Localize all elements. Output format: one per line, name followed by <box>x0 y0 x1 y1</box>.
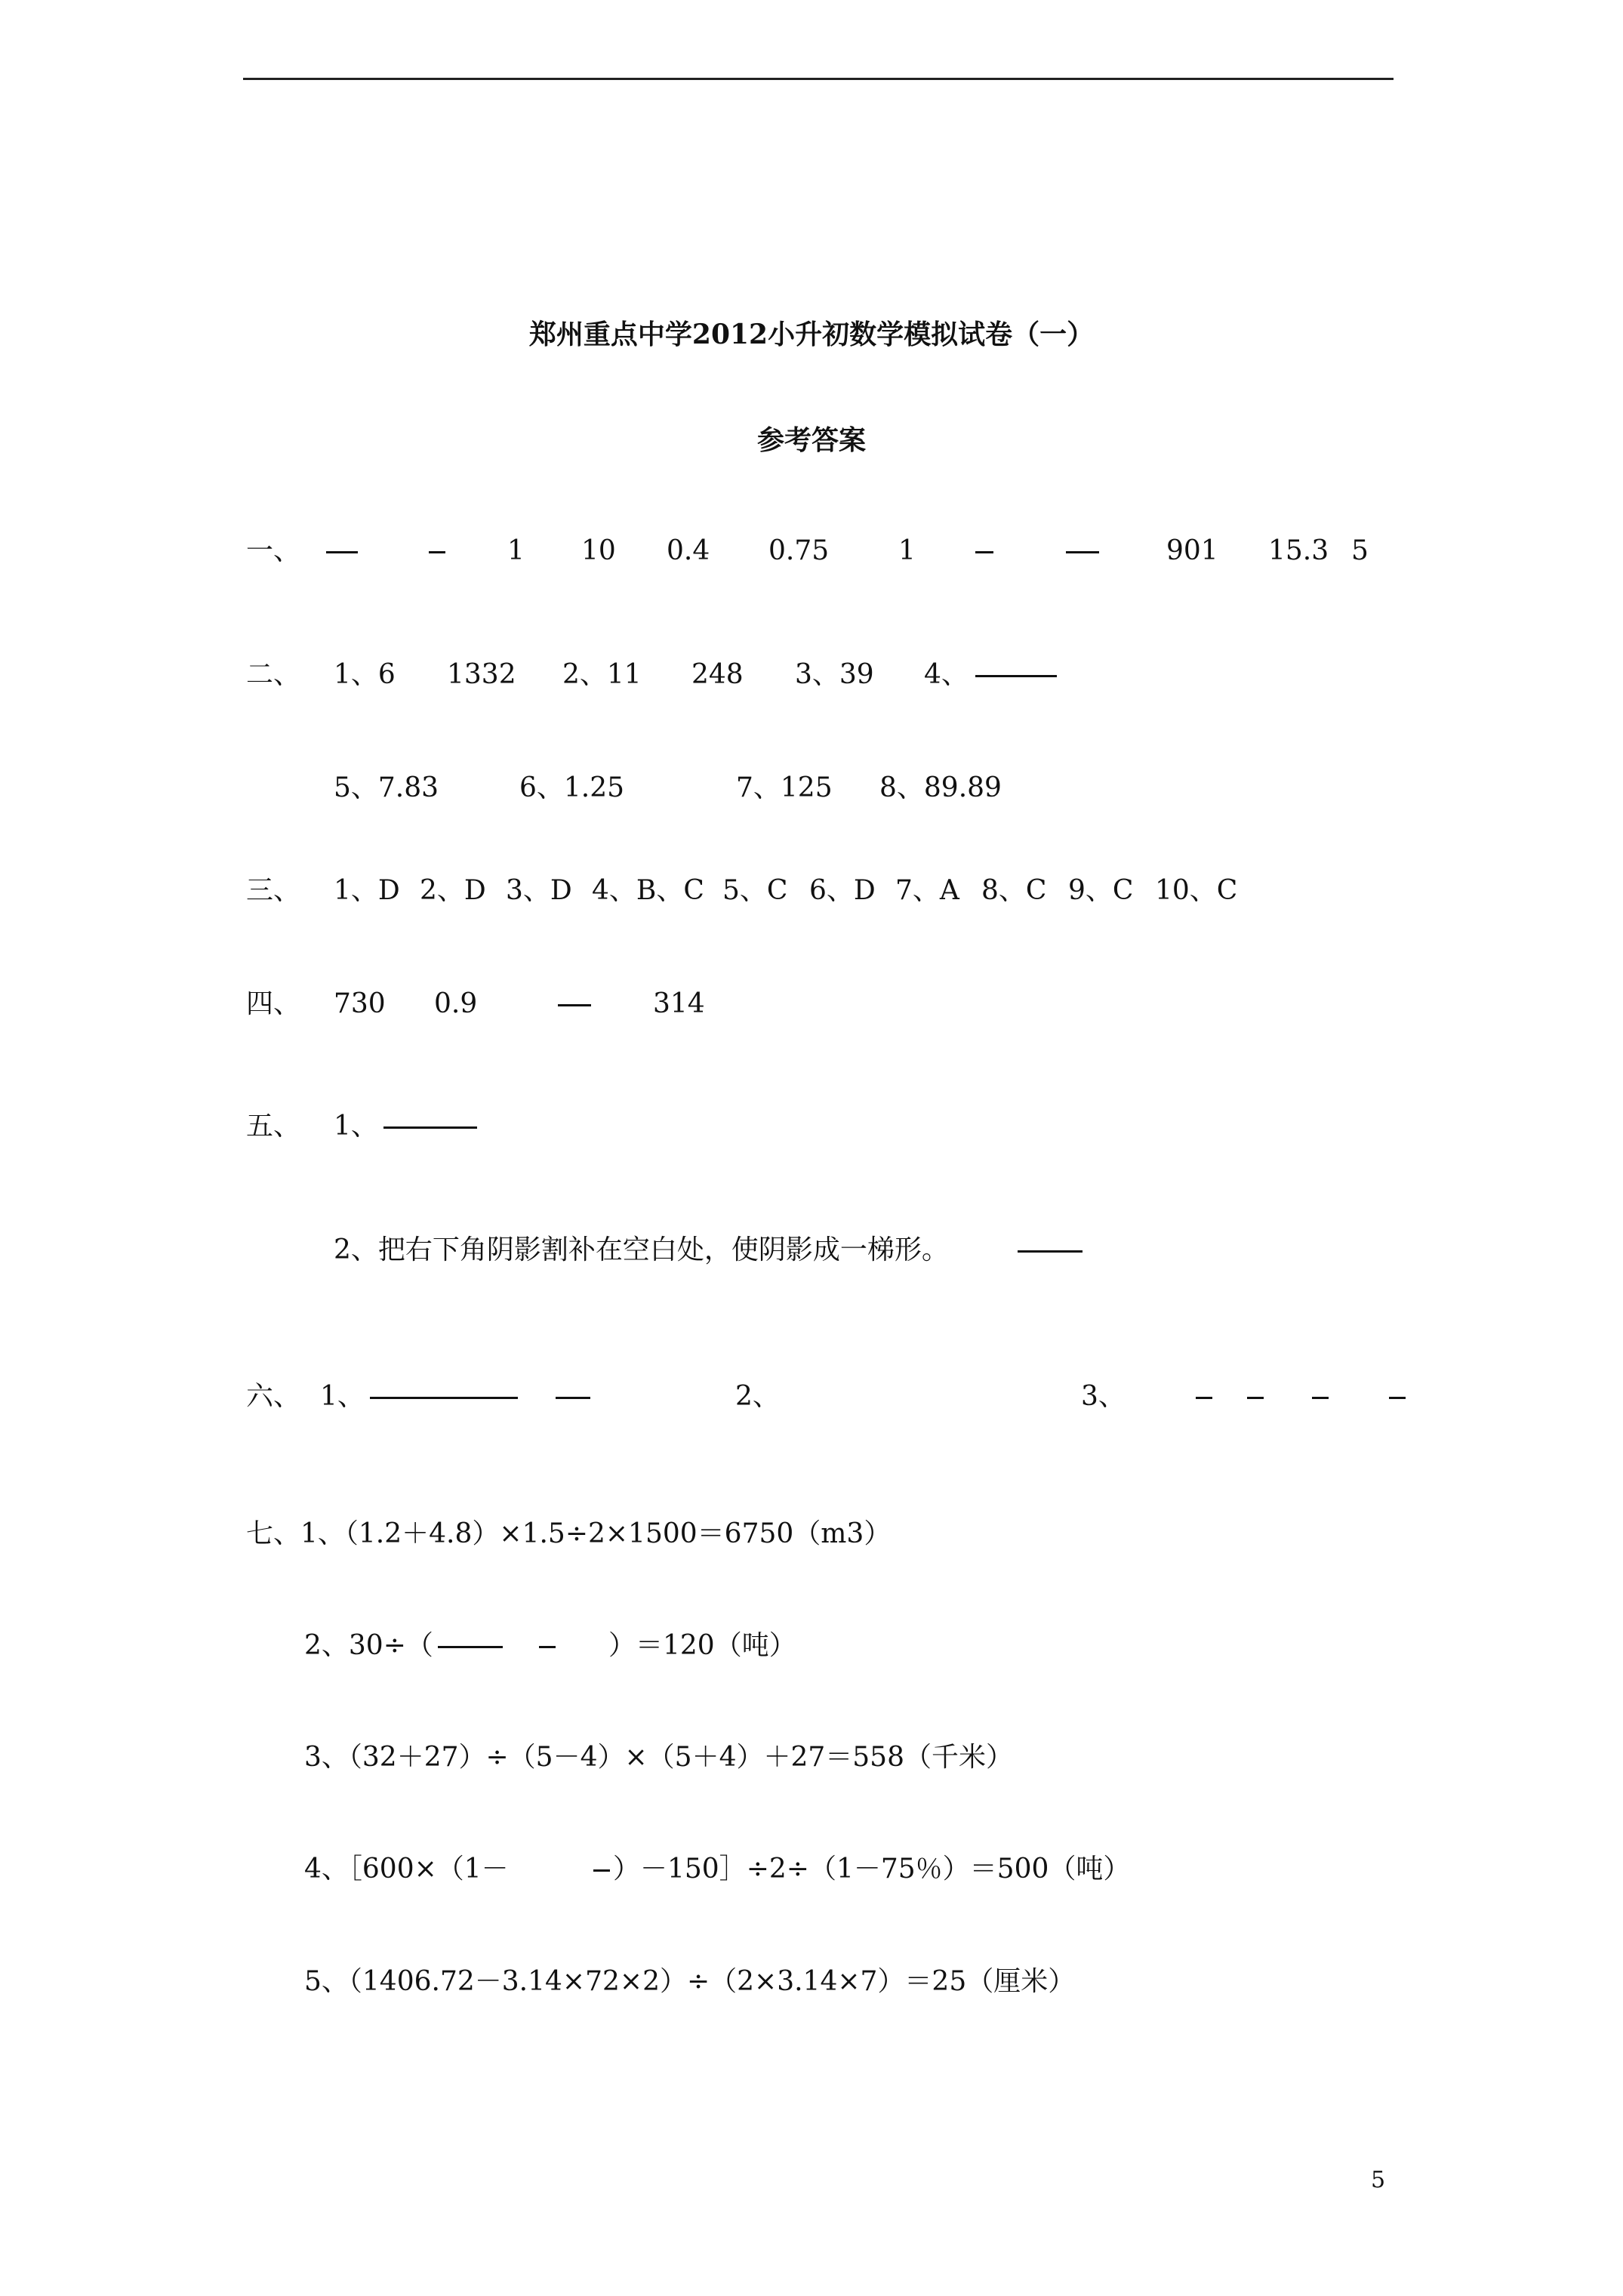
answer-4-4: 314 <box>653 988 705 1019</box>
answer-2-5: 5、7.83 <box>334 772 439 803</box>
answer-3-9: 9、C <box>1068 875 1134 906</box>
fraction-bar <box>1389 1397 1406 1399</box>
answer-6-3: 3、 <box>1081 1381 1126 1412</box>
section-3-label: 三、 <box>246 875 301 906</box>
answer-3-8: 8、C <box>981 875 1047 906</box>
answer-4-2: 0.9 <box>434 988 478 1019</box>
fraction-bar <box>539 1646 556 1648</box>
answer-3-3: 3、D <box>506 875 572 906</box>
answer-1-6: 0.75 <box>768 535 830 566</box>
page-subtitle: 参考答案 <box>756 424 866 456</box>
answer-3-2: 2、D <box>420 875 486 906</box>
fraction-bar <box>429 551 445 553</box>
answer-1-12: 5 <box>1351 535 1369 566</box>
answer-5-2: 2、把右下角阴影割补在空白处，使阴影成一梯形。 <box>334 1234 949 1265</box>
section-1-label: 一、 <box>246 535 301 566</box>
section-2-label: 二、 <box>246 659 301 690</box>
answer-5-1: 1、 <box>334 1111 378 1142</box>
answer-3-7: 7、A <box>895 875 959 906</box>
answer-2-7: 7、125 <box>736 772 833 803</box>
answer-7-2b: ）＝120（吨） <box>608 1630 796 1661</box>
answer-1-5: 0.4 <box>667 535 710 566</box>
fraction-bar <box>1196 1397 1212 1399</box>
fraction-bar <box>975 551 993 553</box>
section-7-label: 七、 <box>246 1518 301 1549</box>
fraction-bar <box>1066 551 1099 553</box>
answer-6-1: 1、 <box>320 1381 365 1412</box>
answer-2-4: 4、 <box>924 659 969 690</box>
answer-2-2: 2、11 <box>562 659 642 690</box>
answer-2-2b: 248 <box>691 659 744 690</box>
fraction-bar <box>558 1004 591 1006</box>
answer-1-3: 1 <box>507 535 525 566</box>
answer-3-6: 6、D <box>809 875 876 906</box>
fraction-bar <box>370 1397 518 1399</box>
answer-3-1: 1、D <box>334 875 400 906</box>
page-number: 5 <box>1371 2167 1386 2193</box>
answer-7-4a: 4、［600×（1－ <box>304 1854 509 1885</box>
answer-1-7: 1 <box>898 535 916 566</box>
fraction-bar <box>1247 1397 1264 1399</box>
answer-3-4: 4、B、C <box>592 875 704 906</box>
answer-7-2a: 2、30÷（ <box>304 1630 433 1661</box>
fraction-bar <box>1312 1397 1329 1399</box>
answer-1-11: 15.3 <box>1268 535 1329 566</box>
answer-2-3: 3、39 <box>795 659 874 690</box>
answer-7-5: 5、（1406.72－3.14×72×2）÷（2×3.14×7）＝25（厘米） <box>304 1966 1076 1997</box>
answer-2-8: 8、89.89 <box>879 772 1002 803</box>
fraction-bar <box>326 551 358 553</box>
answer-2-6: 6、1.25 <box>519 772 625 803</box>
answer-3-10: 10、C <box>1155 875 1238 906</box>
fraction-bar <box>975 675 1057 677</box>
answer-7-3: 3、（32＋27）÷（5－4）×（5＋4）＋27＝558（千米） <box>304 1742 1013 1773</box>
header-rule <box>243 78 1394 80</box>
answer-1-10: 901 <box>1166 535 1218 566</box>
fraction-bar <box>593 1869 610 1872</box>
section-4-label: 四、 <box>246 988 301 1019</box>
answer-2-1: 1、6 <box>334 659 396 690</box>
answer-1-4: 10 <box>581 535 616 566</box>
answer-2-1b: 1332 <box>447 659 516 690</box>
answer-6-2: 2、 <box>735 1381 780 1412</box>
answer-4-1: 730 <box>334 988 386 1019</box>
answer-7-4b: ）－150］÷2÷（1－75％）＝500（吨） <box>613 1854 1131 1885</box>
answer-7-1: 1、（1.2＋4.8）×1.5÷2×1500＝6750（m3） <box>300 1518 892 1549</box>
fraction-bar <box>556 1397 590 1399</box>
fraction-bar <box>383 1126 477 1129</box>
page-title: 郑州重点中学2012小升初数学模拟试卷（一） <box>528 319 1095 350</box>
fraction-bar <box>438 1646 503 1648</box>
section-6-label: 六、 <box>246 1381 301 1412</box>
section-5-label: 五、 <box>246 1111 301 1142</box>
answer-3-5: 5、C <box>722 875 788 906</box>
fraction-bar <box>1018 1250 1083 1253</box>
